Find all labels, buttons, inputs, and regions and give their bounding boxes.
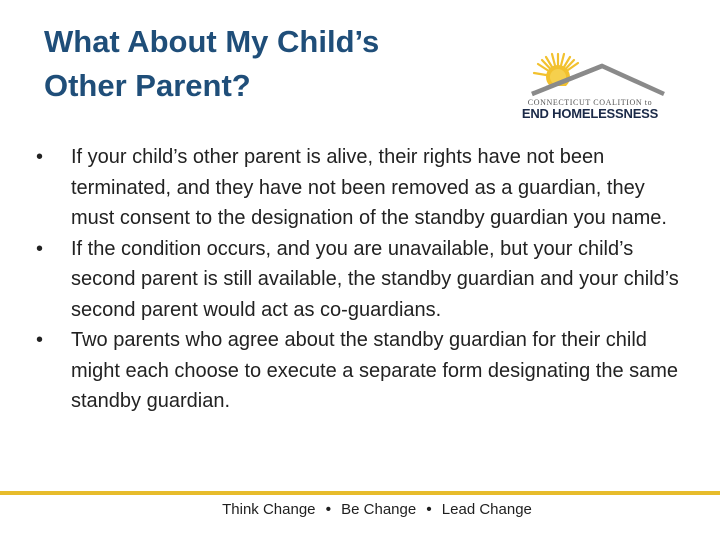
bullet-marker: • xyxy=(36,329,44,351)
bullet-list xyxy=(36,142,686,417)
sun-roof-logo-icon xyxy=(510,48,670,98)
bullet-item xyxy=(36,234,686,326)
slide-title xyxy=(44,20,474,108)
footer-separator: • xyxy=(325,501,331,518)
slide-title-line1: What About My Child’s xyxy=(44,24,380,59)
footer-separator: • xyxy=(426,501,432,518)
logo-name: END HOMELESSNESS xyxy=(521,106,659,121)
footer-divider xyxy=(0,491,720,495)
footer-item-lead-change: Lead Change xyxy=(441,501,532,518)
logo-subtitle: CONNECTICUT COALITION to xyxy=(527,98,653,107)
bullet-marker: • xyxy=(36,146,44,168)
slide-title-line2: Other Parent? xyxy=(44,68,251,103)
organization-logo xyxy=(510,48,670,124)
bullet-marker: • xyxy=(36,237,44,260)
footer-tagline xyxy=(0,501,720,518)
bullet-item xyxy=(36,325,686,417)
bullet-item xyxy=(36,142,686,234)
bullet-text: Two parents who agree about the standby guardian for their child might each choose to execute a separate form designating the same standby guardian. xyxy=(71,329,679,412)
bullet-text: If your child’s other parent is alive, their rights have not been terminated, and they have not been removed as a guardian, they must consent to the designation of the standby guardian you name. xyxy=(71,146,667,229)
footer-item-be-change: Be Change xyxy=(341,501,417,518)
bullet-text: If the condition occurs, and you are unavailable, but your child’s second parent is still available, the standby guardian and your child’s second parent would act as co-guardians. xyxy=(71,237,679,321)
footer-item-think-change: Think Change xyxy=(222,501,316,518)
